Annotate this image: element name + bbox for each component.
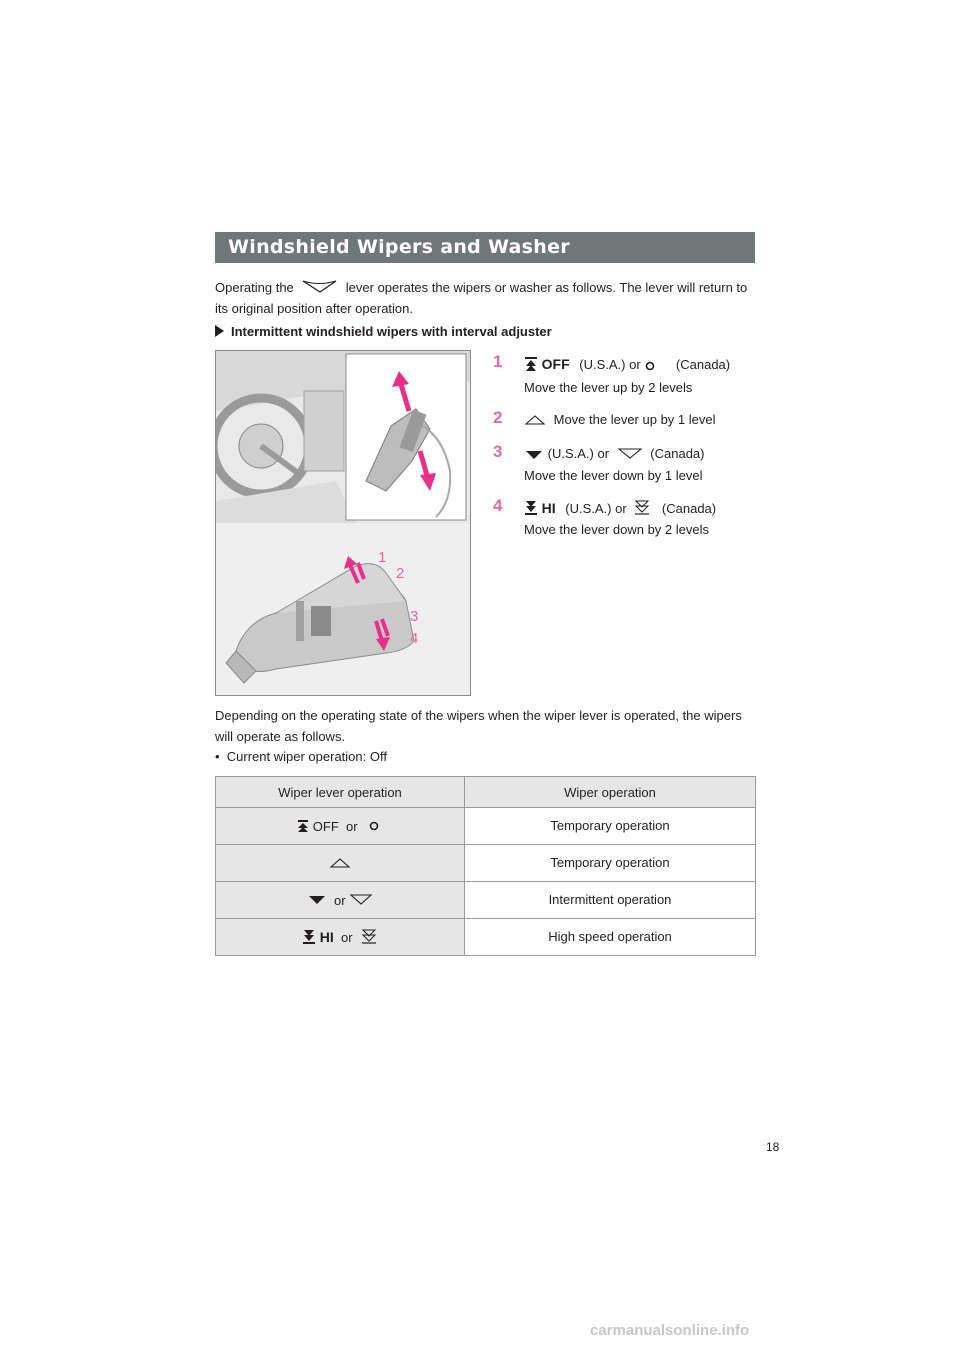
- lever-cell: [216, 845, 465, 882]
- step-description: Move the lever down by 2 levels: [524, 522, 709, 537]
- lever-cell: HI or: [216, 919, 465, 956]
- step-number: 2: [493, 408, 503, 427]
- step-symbol-line: (U.S.A.) or (Canada): [524, 444, 704, 464]
- ring-off-icon: [644, 360, 672, 372]
- table-header: Wiper operation: [465, 777, 756, 808]
- triangle-down-outline-icon: [349, 893, 373, 907]
- callout-2: 2: [396, 565, 405, 582]
- watermark: carmanualsonline.info: [590, 1322, 750, 1339]
- table-header-row: [216, 777, 756, 808]
- operation-cell: High speed operation: [465, 919, 756, 956]
- triangle-up-outline-icon: [329, 856, 351, 870]
- triangle-down-outline-icon: [613, 447, 647, 461]
- triangle-down-filled-icon: [524, 449, 544, 461]
- table-header: Wiper lever operation: [216, 777, 465, 808]
- triangle-bullet-icon: [215, 325, 224, 337]
- triangle-down-filled-icon: [307, 894, 327, 906]
- operation-cell: Temporary operation: [465, 845, 756, 882]
- subheading: Intermittent windshield wipers with interval adjuster: [215, 324, 552, 339]
- lever-cell: OFF or: [216, 808, 465, 845]
- mist-up-icon: [524, 356, 538, 372]
- illustration-svg: [216, 351, 470, 695]
- table-row: [216, 808, 756, 845]
- double-down-outline-icon: [630, 500, 658, 516]
- wiper-operation-table: [215, 776, 756, 956]
- step-description: Move the lever down by 1 level: [524, 468, 703, 483]
- step-description: Move the lever up by 2 levels: [524, 380, 693, 395]
- operation-cell: Intermittent operation: [465, 882, 756, 919]
- operation-note: Depending on the operating state of the wipers when the wiper lever is operated, the wipers will operate as follows.: [215, 708, 742, 744]
- intro-paragraph: Operating the lever operates the wipers or washer as follows. The lever will return to its original position after operation.: [215, 280, 748, 316]
- step-number: 1: [493, 352, 503, 371]
- operation-cell: Temporary operation: [465, 808, 756, 845]
- lever-cell: or: [216, 882, 465, 919]
- step-symbol-line: HI (U.S.A.) or (Canada): [524, 498, 716, 519]
- double-down-bar-icon: [302, 929, 316, 945]
- double-down-outline-icon: [360, 929, 378, 945]
- hi-symbol-text: HI: [541, 500, 556, 516]
- wiper-lever-illustration: [215, 350, 471, 696]
- bullet-item: • Current wiper operation: Off: [215, 749, 387, 764]
- triangle-up-outline-icon: [524, 413, 546, 427]
- table-row: [216, 882, 756, 919]
- step-description: Move the lever up by 1 level: [553, 412, 716, 427]
- table-row: [216, 919, 756, 956]
- page-number: 18: [766, 1140, 780, 1154]
- step-symbol-line: OFF (U.S.A.) or (Canada): [524, 354, 730, 375]
- callout-3: 3: [410, 608, 419, 625]
- section-header: [215, 232, 755, 263]
- wiper-lever-icon: [300, 280, 340, 294]
- step-symbol-line: [524, 410, 716, 430]
- double-down-bar-icon: [524, 500, 538, 516]
- section-title: Windshield Wipers and Washer: [228, 236, 570, 258]
- off-symbol-text: OFF: [541, 356, 570, 372]
- table-row: [216, 845, 756, 882]
- step-number: 4: [493, 496, 503, 515]
- step-number: 3: [493, 442, 503, 461]
- callout-4: 4: [410, 630, 419, 647]
- callout-1: 1: [378, 549, 387, 566]
- ring-off-icon: [365, 820, 383, 832]
- mist-up-icon: [297, 819, 309, 833]
